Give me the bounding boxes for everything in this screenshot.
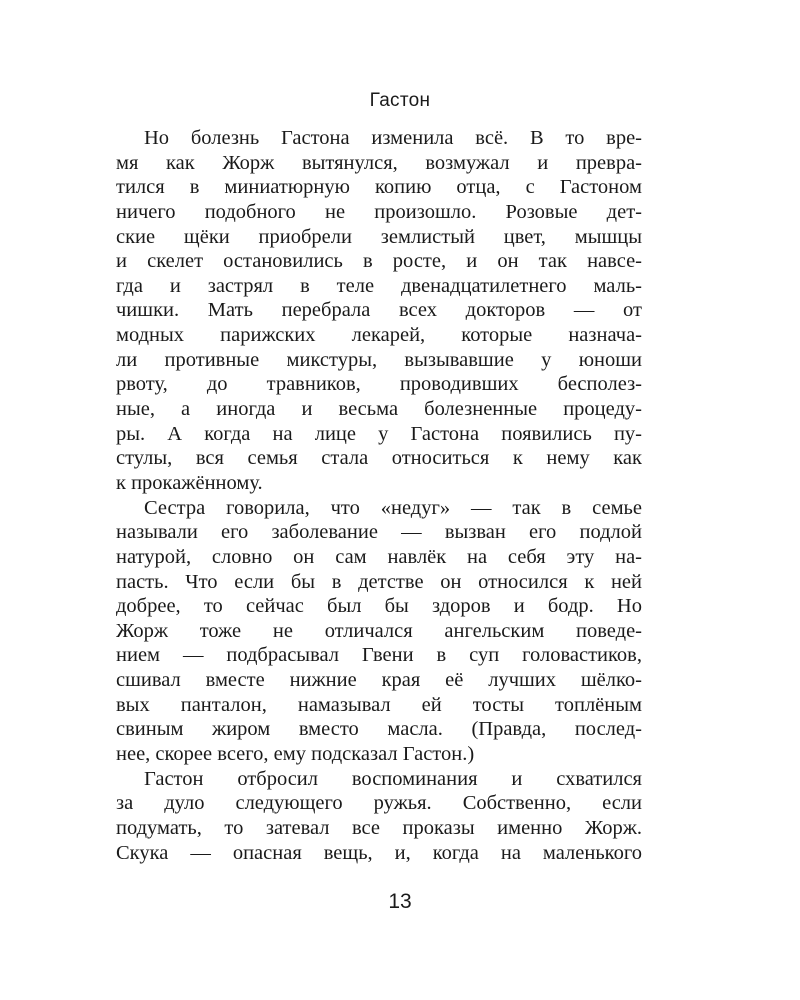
text-line: вых панталон, намазывал ей тосты топлёным bbox=[116, 693, 642, 716]
text-line: за дуло следующего ружья. Собственно, если bbox=[116, 792, 642, 815]
text-line: ничего подобного не произошло. Розовые дет- bbox=[116, 200, 642, 223]
text-line: Жорж тоже не отличался ангельским поведе- bbox=[116, 619, 642, 642]
text-line: Сестра говорила, что «недуг» — так в семье bbox=[144, 496, 642, 519]
text-line: тился в миниатюрную копию отца, с Гастоном bbox=[116, 176, 642, 199]
body-text bbox=[116, 126, 642, 865]
text-line: пасть. Что если бы в детстве он относился к ней bbox=[116, 570, 642, 593]
text-line: нием — подбрасывал Гвени в суп головастиков, bbox=[116, 644, 642, 667]
text-line: ры. А когда на лице у Гастона появились пу- bbox=[116, 422, 642, 445]
text-line: ские щёки приобрели землистый цвет, мышцы bbox=[116, 225, 642, 248]
text-line: нее, скорее всего, ему подсказал Гастон.) bbox=[116, 743, 475, 766]
text-line: стулы, вся семья стала относиться к нему как bbox=[116, 447, 642, 470]
text-line: ли противные микстуры, вызывавшие у юноши bbox=[116, 348, 642, 371]
page-number: 13 bbox=[388, 890, 412, 913]
text-line: к прокажённому. bbox=[116, 471, 263, 494]
text-line: ные, а иногда и весьма болезненные процеду- bbox=[116, 398, 642, 421]
text-line: сшивал вместе нижние края её лучших шёлко- bbox=[116, 669, 642, 692]
text-line: добрее, то сейчас был бы здоров и бодр. Но bbox=[116, 595, 642, 618]
text-line: натурой, словно он сам навлёк на себя эту на- bbox=[116, 545, 642, 568]
paragraph-2 bbox=[116, 496, 642, 767]
text-line: гда и застрял в теле двенадцатилетнего маль- bbox=[116, 274, 642, 297]
text-line: Но болезнь Гастона изменила всё. В то вре- bbox=[144, 127, 642, 149]
text-line: называли его заболевание — вызван его подлой bbox=[116, 521, 642, 544]
paragraph-1 bbox=[116, 126, 642, 496]
text-line: чишки. Мать перебрала всех докторов — от bbox=[116, 299, 642, 322]
text-line: подумать, то затевал все проказы именно Жорж. bbox=[116, 816, 642, 839]
text-line: рвоту, до травников, проводивших бесполез- bbox=[116, 373, 642, 396]
text-line: Гастон отбросил воспоминания и схватился bbox=[144, 767, 642, 790]
text-line: модных парижских лекарей, которые назнача- bbox=[116, 324, 642, 347]
text-line: мя как Жорж вытянулся, возмужал и превра- bbox=[116, 151, 642, 174]
text-line: свиным жиром вместо масла. (Правда, послед- bbox=[116, 718, 642, 741]
running-head: Гастон bbox=[369, 90, 431, 111]
text-line: Скука — опасная вещь, и, когда на маленького bbox=[116, 841, 642, 864]
paragraph-3 bbox=[116, 767, 642, 866]
text-line: и скелет остановились в росте, и он так навсе- bbox=[116, 250, 642, 273]
